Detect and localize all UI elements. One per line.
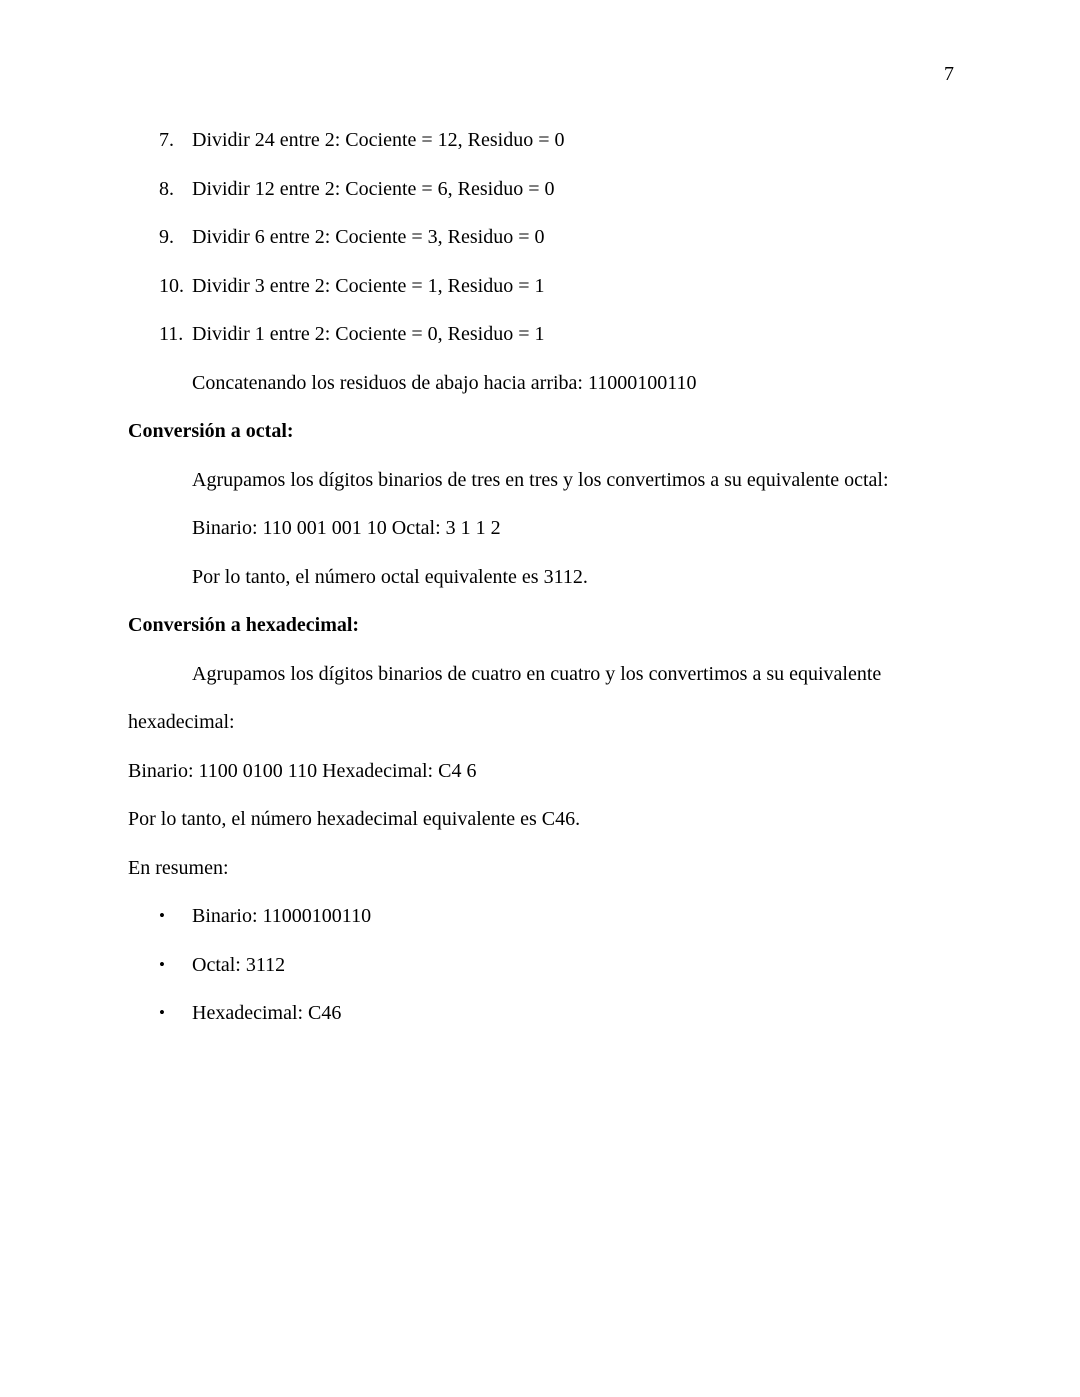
bullet-icon: •	[159, 906, 165, 925]
paragraph-octal-result: Por lo tanto, el número octal equivalente es 3112.	[192, 565, 588, 588]
bullet-icon: •	[159, 1003, 165, 1022]
list-item	[128, 213, 960, 262]
section-heading-octal: Conversión a octal:	[128, 420, 294, 442]
list-item-text: Dividir 24 entre 2: Cociente = 12, Residuo = 0	[192, 129, 565, 151]
paragraph-hex-explanation-line2: hexadecimal:	[128, 711, 235, 733]
list-item	[128, 116, 960, 165]
paragraph-hex-explanation-line1: Agrupamos los dígitos binarios de cuatro en cuatro y los convertimos a su equivalente	[192, 662, 882, 685]
list-item-text: Dividir 3 entre 2: Cociente = 1, Residuo = 1	[192, 274, 545, 297]
bullet-list-item	[128, 989, 960, 1038]
list-item-number: 10.	[159, 274, 184, 297]
paragraph-octal-explanation: Agrupamos los dígitos binarios de tres en tres y los convertimos a su equivalente octal:	[192, 468, 889, 491]
list-item	[128, 310, 960, 359]
list-item-text: Dividir 1 entre 2: Cociente = 0, Residuo = 1	[192, 323, 545, 345]
paragraph-concatenation: Concatenando los residuos de abajo hacia arriba: 11000100110	[192, 371, 697, 394]
list-item-number: 11.	[159, 323, 184, 345]
paragraph-hex-grouping: Binario: 1100 0100 110 Hexadecimal: C4 6	[128, 759, 477, 782]
document-content	[128, 116, 960, 1038]
list-item-number: 8.	[159, 177, 174, 200]
list-item-text: Dividir 12 entre 2: Cociente = 6, Residuo = 0	[192, 177, 555, 200]
section-heading-hexadecimal: Conversión a hexadecimal:	[128, 614, 360, 636]
list-item-number: 9.	[159, 226, 174, 248]
paragraph-summary-intro: En resumen:	[128, 856, 229, 879]
bullet-item-text: Binario: 11000100110	[192, 905, 372, 927]
list-item	[128, 165, 960, 214]
bullet-item-text: Octal: 3112	[192, 953, 286, 976]
bullet-list-item	[128, 941, 960, 990]
list-item-number: 7.	[159, 129, 174, 151]
list-item	[128, 262, 960, 311]
page-number: 7	[944, 63, 954, 85]
paragraph-octal-grouping: Binario: 110 001 001 10 Octal: 3 1 1 2	[192, 517, 501, 539]
list-item-text: Dividir 6 entre 2: Cociente = 3, Residuo = 0	[192, 226, 545, 248]
bullet-list-item	[128, 892, 960, 941]
paragraph-hex-result: Por lo tanto, el número hexadecimal equivalente es C46.	[128, 808, 581, 830]
bullet-icon: •	[159, 954, 165, 974]
bullet-item-text: Hexadecimal: C46	[192, 1002, 342, 1024]
